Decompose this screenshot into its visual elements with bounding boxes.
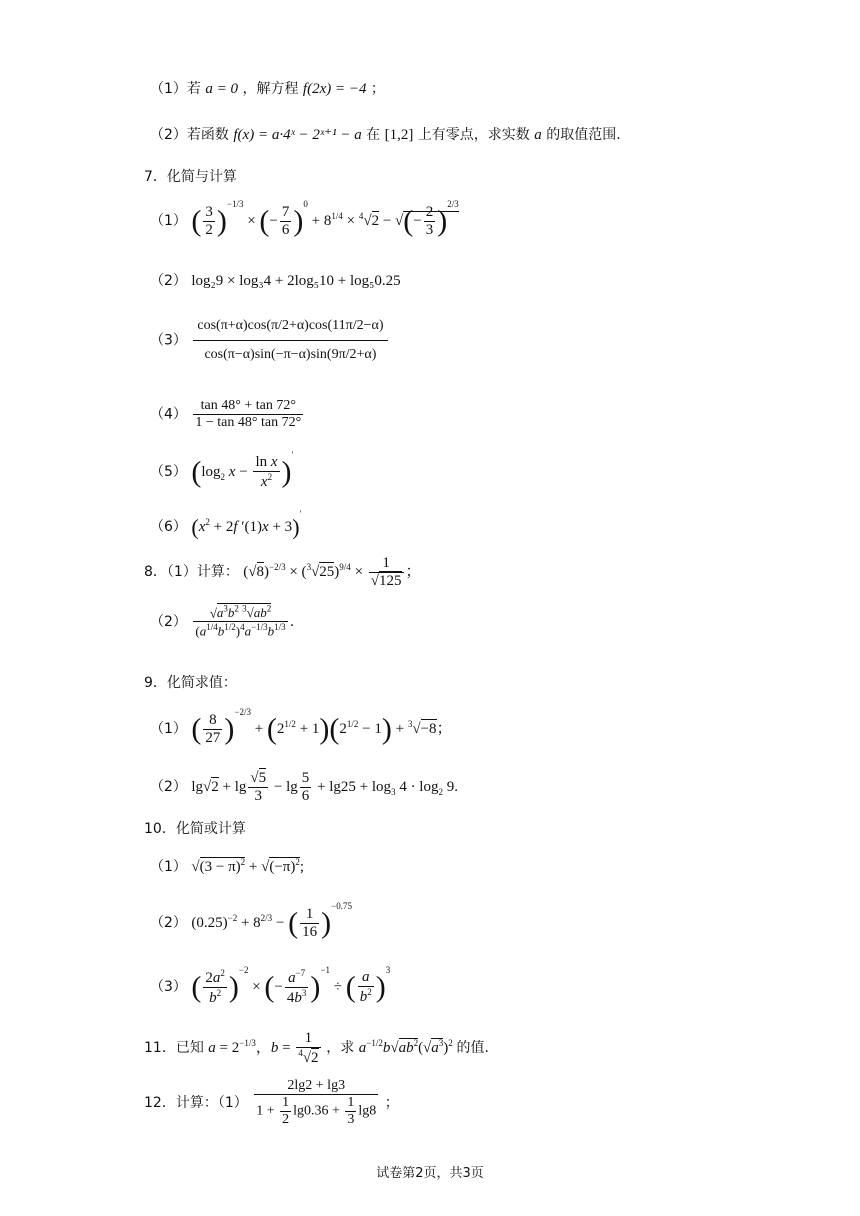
q6-p1-end: ； — [370, 81, 385, 97]
q9-p2-expr: lg√2 + lg $\frac{√5}{3}$ − lg $\frac{5}{6}$ + $\lg 25 + \log_3 4 \cdot \log_2 9$. — [191, 770, 458, 804]
q7-p6-expr: ($x^2 + 2f$ ′(1)x + 3)′ — [191, 509, 302, 540]
q9-p2-label: （2） — [150, 778, 187, 795]
q10-p2-label: （2） — [150, 914, 187, 931]
q7-p2-expr: log₂9 × log₃4 + 2log₅10 + log₅0.25 — [191, 273, 401, 289]
q7-p3-label: （3） — [150, 332, 187, 349]
q9-title: 9．化简求值： — [144, 675, 237, 691]
q6-p2-label: （2）若函数 — [150, 127, 229, 143]
q10-part3 — [150, 964, 391, 1007]
q9-part2 — [150, 770, 458, 805]
q8-part1 — [144, 555, 421, 590]
q11-end: 的值. — [456, 1039, 489, 1056]
q7-p3-den: cos(π−α)sin(−π−α)sin(9π/2+α) — [204, 347, 377, 362]
q7-p5-label: （5） — [150, 463, 187, 480]
q8-part2: （2） $\frac{√a^3b^2 ^3√ab^2}{(a^{1/4}b^{1/2})^4a^{-1/3}b^{1/3}}$ . — [150, 604, 295, 639]
q6-p1-cond: a = 0 — [205, 81, 238, 97]
q11 — [144, 1030, 489, 1067]
q9-part1 — [150, 706, 452, 747]
q9-p1-label: （1） — [150, 720, 187, 737]
q12-fraction — [254, 1078, 378, 1128]
q8-p2-fraction: $\frac{√a^3b^2 ^3√ab^2}{(a^{1/4}b^{1/2})^4a^{-1/3}b^{1/3}}$ — [195, 604, 286, 639]
q10-p3-label: （3） — [150, 978, 187, 995]
q7-p6-label: （6） — [150, 519, 187, 535]
q6-p2-var: a — [534, 127, 542, 143]
q9-p1-expr: ( $\frac{8}{27}$ )$^{-2/3} + (2^{1/2} + 1)(2^{1/2} - 1) + ^3√-8$； — [191, 706, 452, 746]
q6-part1 — [150, 78, 385, 98]
q6-p2-text2: 上有零点，求实数 — [417, 127, 530, 143]
q10-p3-expr: ( $\frac{2a^2}{b^2}$ )$^{-2}$ × (− $\frac{a^{-7}}{4b^3}$ )$^{-1}$ ÷ ( $\frac{a}{b^2}$ )$^3$ — [191, 964, 391, 1006]
q12-end: ； — [384, 1095, 399, 1111]
q11-label: 11．已知 — [144, 1039, 204, 1056]
q7-part1 — [150, 198, 459, 239]
q11-ask: ，求 — [326, 1039, 355, 1056]
q6-part2 — [150, 124, 621, 144]
q7-part6 — [150, 509, 302, 540]
q7-part4 — [150, 398, 305, 431]
q8-p2-label: （2） — [150, 613, 187, 630]
q10-p2-expr: $(0.25)^{-2} + 8^{2/3}$ − ( $\frac{1}{16}$ )$^{-0.75}$ — [191, 900, 352, 940]
q7-part2 — [150, 270, 401, 290]
q6-p1-expr: f(2x) = −4 — [302, 81, 367, 97]
q7-p4-label: （4） — [150, 406, 187, 423]
q7-p4-num: tan 48° + tan 72° — [193, 398, 303, 415]
q7-p1-expr: ( $\frac{3}{2}$ )$^{-1/3}$ × (− $\frac{7}{6}$ )$^0 + 8^{1/4} \times ^4√2$ − √(− $\frac{2}{3}$ )$^{2/3}$ — [191, 198, 459, 238]
q6-p2-text3: 的取值范围. — [546, 127, 621, 143]
q7-p4-den: 1 − tan 48° tan 72° — [195, 415, 302, 430]
q6-p2-text1: 在 — [366, 127, 381, 143]
q12 — [144, 1078, 399, 1128]
q10-part2 — [150, 900, 352, 941]
q6-p2-expr: f(x) = a·4ˣ − 2ˣ⁺¹ − a — [233, 127, 362, 143]
q8-p1-expr: $(√8)^{-2/3} \times (^3√25)^{9/4}$ × $\frac{1}{√125}$ ； — [243, 555, 421, 589]
q10-part1 — [150, 856, 304, 876]
q7-p4-fraction — [193, 398, 303, 431]
q7-part5 — [150, 449, 294, 491]
q10-title: 10．化简或计算 — [144, 821, 246, 837]
q12-num: 2lg2 + lg3 — [254, 1078, 378, 1095]
q7-p3-fraction — [193, 312, 387, 369]
q7-p5-expr: ($\log_2$ x − $\frac{\text{ln x}}{x^2}$ )′ — [191, 449, 294, 490]
q6-p1-label: （1）若 — [150, 81, 201, 97]
q7-p1-label: （1） — [150, 212, 187, 229]
q7-title: 7．化简与计算 — [144, 169, 237, 185]
q10-p1-expr: $√(3 - \pi)^2 + √(-\pi)^2$; — [191, 857, 305, 875]
q6-p1-text: ，解方程 — [242, 81, 299, 97]
q6-p2-interval: [1,2] — [384, 127, 414, 143]
q11-expr: $a^{-1/2}b√ab^2(√a^3)^2$ — [358, 1037, 453, 1056]
q7-p3-num: cos(π+α)cos(π/2+α)cos(11π/2−α) — [193, 312, 387, 341]
q8-title: 8．（1）计算： — [144, 563, 239, 580]
q7-p2-label: （2） — [150, 273, 187, 289]
q12-label: 12．计算：（1） — [144, 1095, 248, 1111]
q12-den: 1 + $\frac{1}{2}$ lg0.36 + $\frac{1}{3}$ lg8 — [256, 1095, 377, 1127]
page-footer: 试卷第2页，共3页 — [376, 1166, 484, 1181]
q11-given: $a = 2^{-1/3}$，b = $\frac{1}{^4√2}$ — [208, 1030, 319, 1066]
q10-p1-label: （1） — [150, 859, 187, 875]
q7-part3 — [150, 312, 390, 369]
